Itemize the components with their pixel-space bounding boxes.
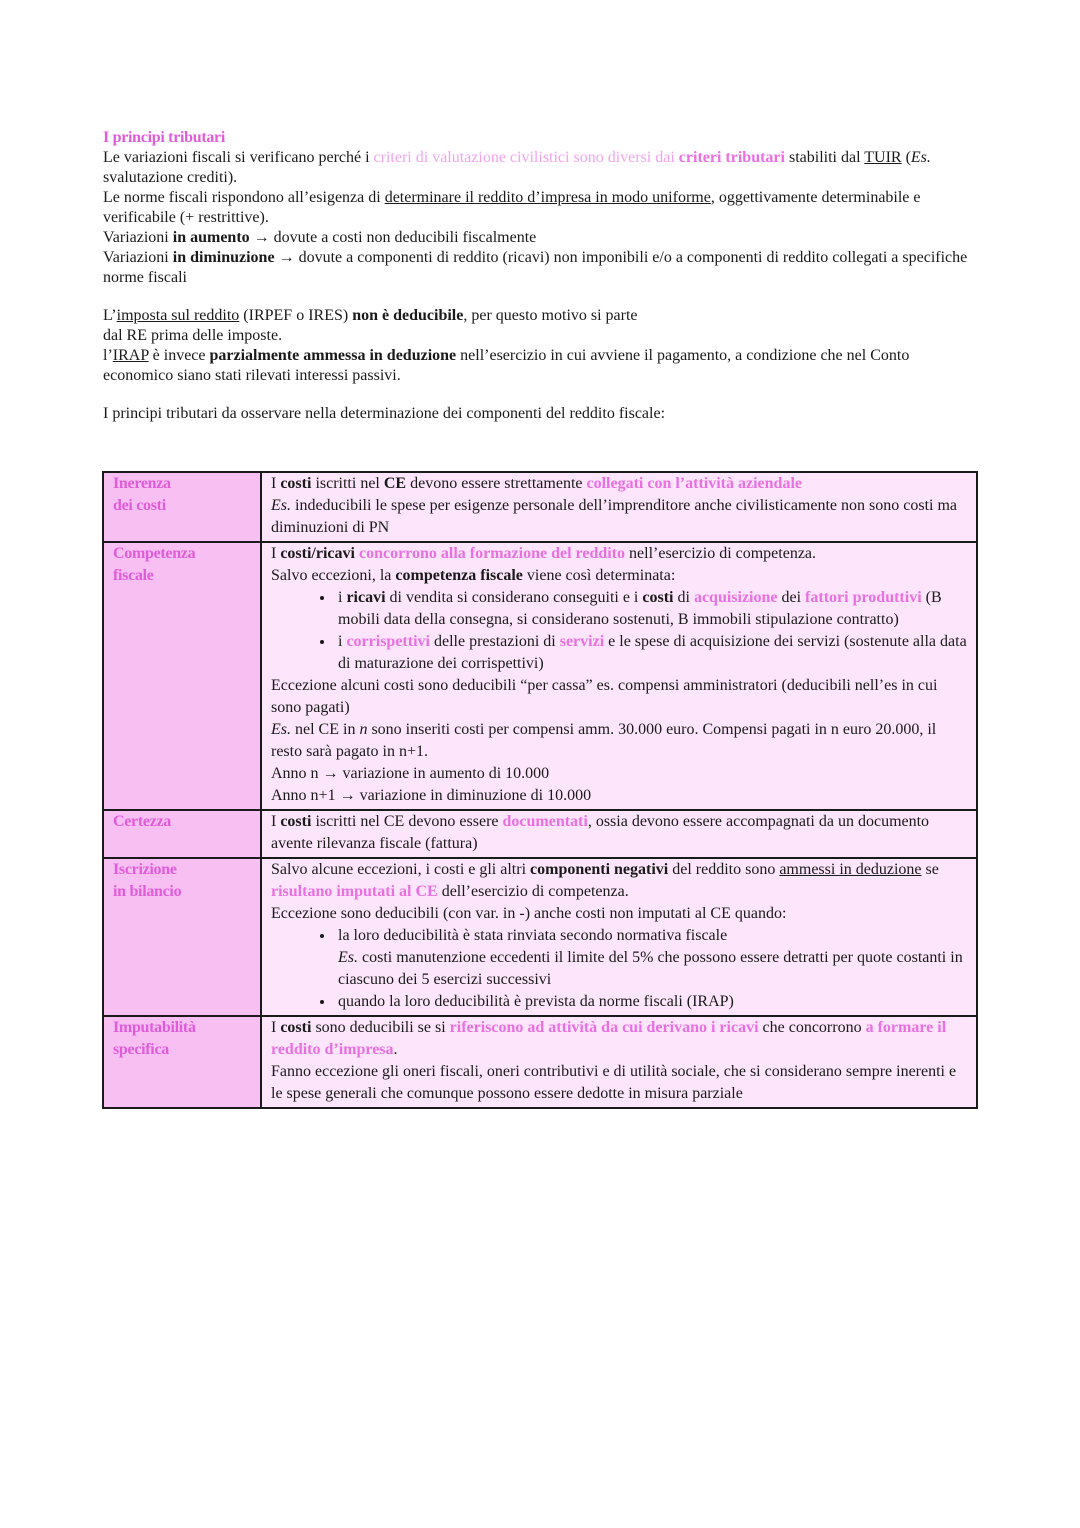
list-item: • la loro deducibilità è stata rinviata secondo normativa fiscale Es. costi manutenzione eccedenti il limite del 5% che possono essere detratti per quote costanti in ciascuno dei 5 esercizi successivi <box>335 925 970 991</box>
table-row-inerenza <box>103 472 977 542</box>
row-heading: Iscrizione in bilancio <box>103 858 261 1016</box>
table-row-imputabilita <box>103 1016 977 1108</box>
list-item: • i ricavi di vendita si considerano conseguiti e i costi di acquisizione dei fattori produttivi (B mobili data della consegna, si considerano sostenuti, B immobili stipulazione contratto) <box>335 587 970 631</box>
table-row-competenza <box>103 542 977 810</box>
row-heading: Inerenza dei costi <box>103 472 261 542</box>
document-page <box>103 128 983 424</box>
intro-irap: l’IRAP è invece parzialmente ammessa in deduzione nell’esercizio in cui avviene il pagamento, a condizione che nel Conto economico siano stati rilevati interessi passivi. <box>103 347 910 384</box>
intro-paragraph-variazioni: Le variazioni fiscali si verificano perché i criteri di valutazione civilistici sono diversi dai criteri tributari stabiliti dal TUIR (Es. svalutazione crediti). <box>103 149 931 186</box>
intro-paragraph-norme: Le norme fiscali rispondono all’esigenza di determinare il reddito d’impresa in modo uniforme, oggettivamente determinabile e verificabile (+ restrittive). <box>103 189 921 226</box>
row-content: Salvo alcune eccezioni, i costi e gli altri componenti negativi del reddito sono ammessi in deduzione se risultano imputati al CE dell’esercizio di competenza. Eccezione sono deducibili (con var. in -) anche costi non imputati al CE quando: • la loro deducibilità è stata rinviata secondo normativa fiscale Es. costi manutenzione eccedenti il limite del 5% che possono essere detratti per quote costanti in ciascuno dei 5 esercizi successivi • quando la loro deducibilità è prevista da norme fiscali (IRAP) <box>261 858 977 1016</box>
list-item: • quando la loro deducibilità è prevista da norme fiscali (IRAP) <box>335 991 970 1013</box>
principles-table <box>102 471 978 1109</box>
page-title: I principi tributari <box>103 129 226 146</box>
intro-table-caption: I principi tributari da osservare nella determinazione dei componenti del reddito fiscale: <box>103 405 666 422</box>
row-content: I costi/ricavi concorrono alla formazione del reddito nell’esercizio di competenza. Salvo eccezioni, la competenza fiscale viene così determinata: • i ricavi di vendita si considerano conseguiti e i costi di acquisizione dei fattori produttivi (B mobili data della consegna, si considerano sostenuti, B immobili stipulazione contratto) • i corrispettivi delle prestazioni di servizi e le spese di acquisizione dei servizi (sostenute alla data di maturazione dei corrispettivi) Eccezione alcuni costi sono deducibili “per cassa” es. compensi amministratori (deducibili nell’es in cui sono pagati) Es. nel CE in n sono inseriti costi per compensi amm. 30.000 euro. Compensi pagati in n euro 20.000, il resto sarà pagato in n+1. Anno n → variazione in aumento di 10.000 Anno n+1 → variazione in diminuzione di 10.000 <box>261 542 977 810</box>
row-heading: Certezza <box>103 810 261 858</box>
row-heading: Imputabilità specifica <box>103 1016 261 1108</box>
row-content: I costi sono deducibili se si riferiscono ad attività da cui derivano i ricavi che concorrono a formare il reddito d’impresa. Fanno eccezione gli oneri fiscali, oneri contributivi e di utilità sociale, che si considerano sempre inerenti e le spese generali che comunque possono essere dedotte in misura parziale <box>261 1016 977 1108</box>
row-content: I costi iscritti nel CE devono essere strettamente collegati con l’attività aziendale Es. indeducibili le spese per esigenze personale dell’imprenditore anche civilisticamente non sono costi ma diminuzioni di PN <box>261 472 977 542</box>
table-row-iscrizione <box>103 858 977 1016</box>
list-item: • i corrispettivi delle prestazioni di servizi e le spese di acquisizione dei servizi (sostenute alla data di maturazione dei corrispettivi) <box>335 631 970 675</box>
intro-variazioni-diminuzione: Variazioni in diminuzione → dovute a componenti di reddito (ricavi) non imponibili e/o a componenti di reddito collegati a specifiche norme fiscali <box>103 249 968 286</box>
row-content: I costi iscritti nel CE devono essere documentati, ossia devono essere accompagnati da un documento avente rilevanza fiscale (fattura) <box>261 810 977 858</box>
intro-variazioni-aumento: Variazioni in aumento → dovute a costi non deducibili fiscalmente <box>103 229 537 246</box>
table-row-certezza <box>103 810 977 858</box>
intro-imposta-reddito: L’imposta sul reddito (IRPEF o IRES) non è deducibile, per questo motivo si parte dal RE prima delle imposte. <box>103 307 638 344</box>
row-heading: Competenza fiscale <box>103 542 261 810</box>
